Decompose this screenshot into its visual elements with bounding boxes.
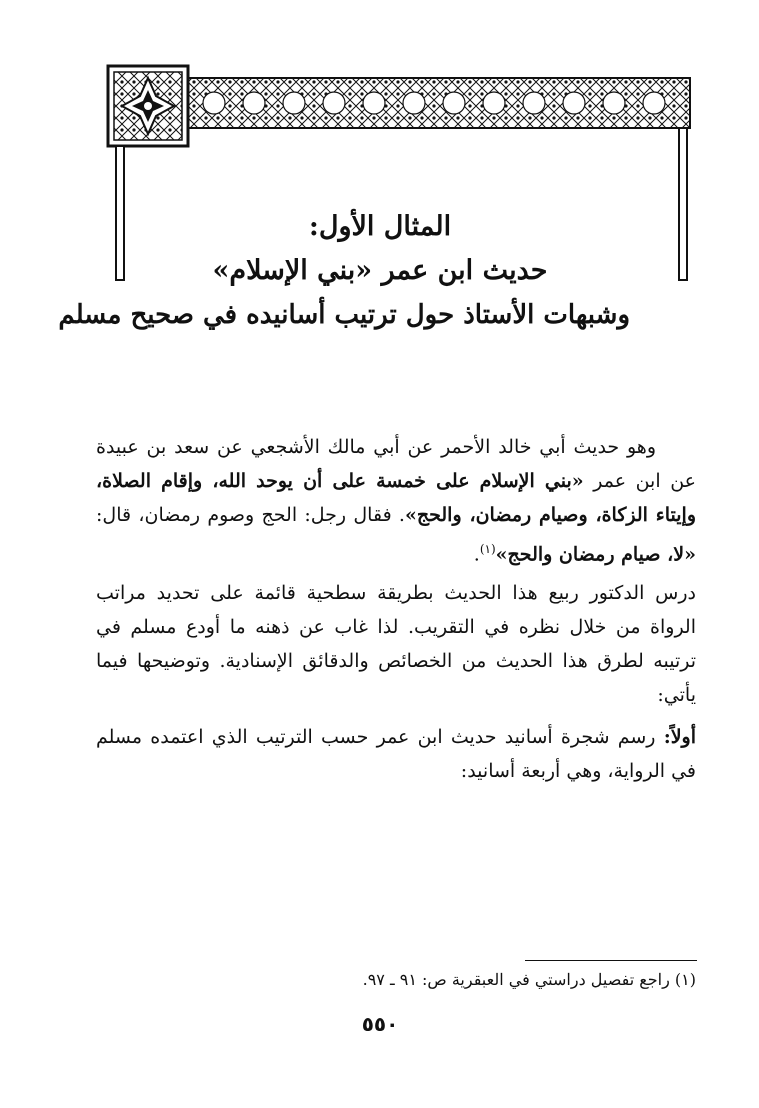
first-point-label: أولاً: <box>663 726 696 748</box>
left-frame-bar <box>116 146 124 280</box>
title-line-2: حديث ابن عمر «بني الإسلام» <box>212 255 548 286</box>
corner-star-motif <box>108 66 188 146</box>
footnote-marker: (١) <box>674 970 696 989</box>
paragraph-first-point <box>96 720 696 788</box>
para1-hadith-quote: «بني الإسلام على خمسة على أن يوحد الله، وإقام الصلاة، وإيتاء الزكاة، وصيام رمضان، والحج» <box>96 470 696 526</box>
first-point-text: رسم شجرة أسانيد حديث ابن عمر حسب الترتيب الذي اعتمده مسلم في الرواية، وهي أربعة أسانيد: <box>96 726 696 782</box>
footnote <box>96 965 696 995</box>
title-line-3: وشبهات الأستاذ حول ترتيب أسانيده في صحيح مسلم <box>58 300 630 330</box>
footnote-reference: (١) <box>479 542 496 556</box>
para1-middle: . فقال رجل: الحج وصوم رمضان، قال: <box>96 504 405 526</box>
title-line-1: المثال الأول: <box>308 211 452 242</box>
chapter-title <box>58 205 630 337</box>
para1-reply-quote: «لا، صيام رمضان والحج» <box>495 543 696 566</box>
paragraph-hadith-text <box>96 430 696 571</box>
paragraph-analysis: درس الدكتور ربيع هذا الحديث بطريقة سطحية قائمة على تحديد مراتب الرواة من خلال نظره في التقريب. لذا غاب عن ذهنه ما أودع مسلم في ترتيبه لطرق هذا الحديث من الخصائص والدقائق الإسنادية. وتوضيحها فيما يأتي: <box>96 582 696 706</box>
page-number: ٥٥٠ <box>361 1012 399 1036</box>
para1-intro: وهو حديث أبي خالد الأحمر عن أبي مالك الأشجعي عن سعد بن عبيدة عن ابن عمر <box>96 436 696 492</box>
footnote-separator <box>525 960 697 961</box>
footnote-text: راجع تفصيل دراستي في العبقرية ص: <box>416 970 670 989</box>
right-frame-bar <box>679 128 687 280</box>
footnote-pages: ٩١ ـ ٩٧. <box>362 970 417 989</box>
para1-end: . <box>473 543 480 566</box>
